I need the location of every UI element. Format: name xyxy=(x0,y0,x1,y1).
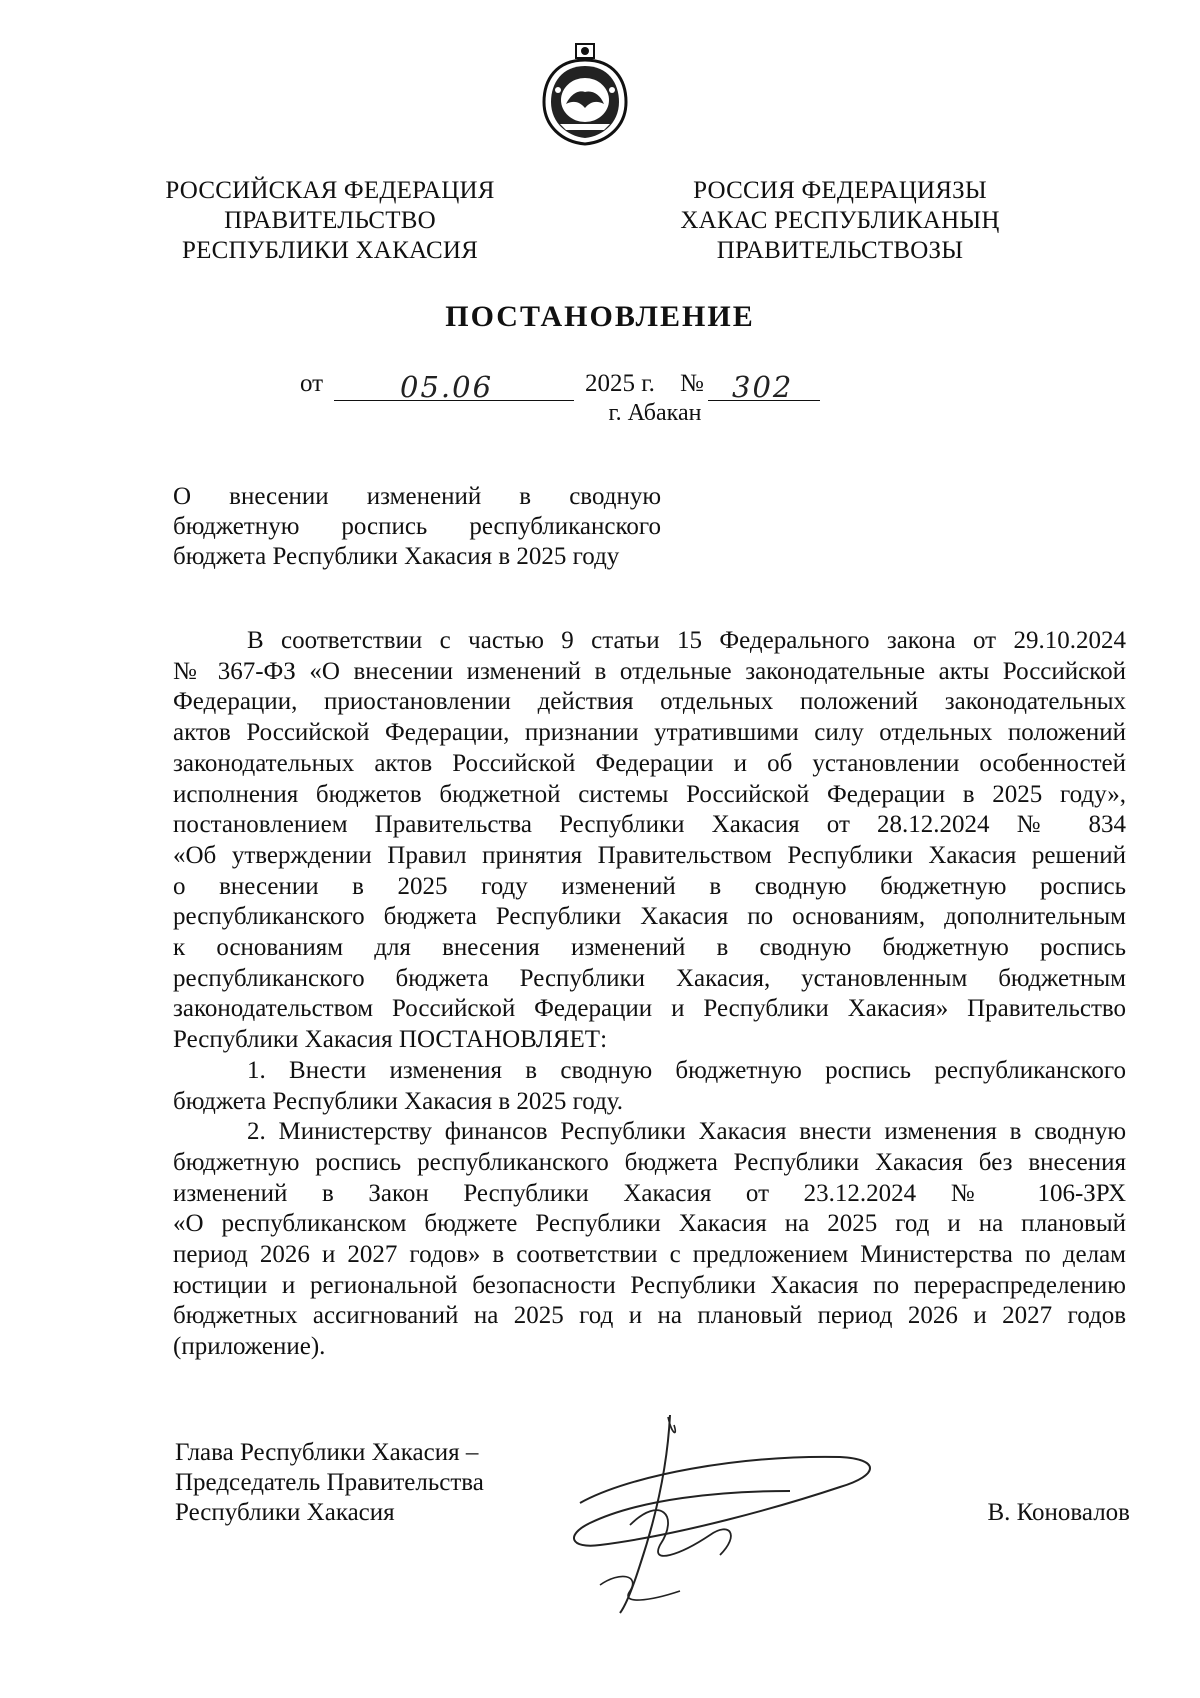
from-label: от xyxy=(300,370,324,397)
document-subject xyxy=(173,482,661,572)
text-line: постановлением Правительства Республики Хакасия от 28.12.2024 № 834 xyxy=(173,811,1126,839)
text-line: юстиции и региональной безопасности Республики Хакасия по перераспределению xyxy=(173,1271,1126,1299)
header-left xyxy=(120,176,540,266)
header-right-line-2: ХАКАС РЕСПУБЛИКАНЫҢ xyxy=(680,207,1000,234)
text-line: Республики Хакасия ПОСТАНОВЛЯЕТ: xyxy=(173,1026,608,1054)
header-right-line-3: ПРАВИТЕЛЬСТВОЗЫ xyxy=(716,237,964,264)
text-line: 1. Внести изменения в сводную бюджетную роспись республиканского xyxy=(247,1056,1126,1084)
preamble-paragraph xyxy=(173,626,1126,1056)
signer-name: В. Коновалов xyxy=(987,1499,1130,1526)
number-label: № xyxy=(680,370,704,397)
position-line: Глава Республики Хакасия – xyxy=(175,1439,479,1466)
position-line: Республики Хакасия xyxy=(175,1499,395,1526)
document-title: ПОСТАНОВЛЕНИЕ xyxy=(445,300,755,333)
header-left-line-2: ПРАВИТЕЛЬСТВО xyxy=(224,207,436,234)
text-line: бюджетную роспись республиканского бюджета Республики Хакасия без внесения xyxy=(173,1148,1126,1176)
text-line: бюджета Республики Хакасия в 2025 году. xyxy=(173,1087,624,1115)
signatory-position xyxy=(175,1438,535,1528)
header-left-line-3: РЕСПУБЛИКИ ХАКАСИЯ xyxy=(182,237,478,264)
document-body xyxy=(173,626,1126,1363)
city-label: г. Абакан xyxy=(608,400,702,426)
coat-of-arms-emblem xyxy=(536,42,634,147)
text-line: период 2026 и 2027 годов» в соответствии с предложением Министерства по делам xyxy=(173,1241,1126,1269)
text-line: республиканского бюджета Республики Хакасия по основаниям, дополнительным xyxy=(173,903,1126,931)
text-line: изменений в Закон Республики Хакасия от 23.12.2024 № 106-ЗРХ xyxy=(173,1179,1126,1207)
date-line xyxy=(300,370,900,404)
subject-line: О внесении изменений в сводную xyxy=(173,483,661,510)
text-line: (приложение). xyxy=(173,1333,326,1361)
text-line: о внесении в 2025 году изменений в сводную бюджетную роспись xyxy=(173,872,1126,900)
year-label: 2025 г. xyxy=(585,370,655,397)
text-line: законодательных актов Российской Федерации и об установлении особенностей xyxy=(173,749,1126,777)
text-line: к основаниям для внесения изменений в сводную бюджетную роспись xyxy=(173,934,1126,962)
header-right-line-1: РОССИЯ ФЕДЕРАЦИЯЗЫ xyxy=(693,177,987,204)
text-line: бюджетных ассигнований на 2025 год и на плановый период 2026 и 2027 годов xyxy=(173,1302,1126,1330)
text-line: «О республиканском бюджете Республики Хакасия на 2025 год и на плановый xyxy=(173,1210,1126,1238)
subject-line: бюджетную роспись республиканского xyxy=(173,513,661,540)
header-right xyxy=(630,176,1050,266)
text-line: актов Российской Федерации, признании утратившими силу отдельных положений xyxy=(173,719,1126,747)
text-line: № 367-ФЗ «О внесении изменений в отдельные законодательные акты Российской xyxy=(173,657,1126,685)
position-line: Председатель Правительства xyxy=(175,1469,484,1496)
item-2-paragraph xyxy=(173,1117,1126,1363)
text-line: В соответствии с частью 9 статьи 15 Федерального закона от 29.10.2024 xyxy=(247,627,1126,654)
handwritten-number: 302 xyxy=(732,370,794,404)
text-line: республиканского бюджета Республики Хакасия, установленным бюджетным xyxy=(173,964,1126,992)
text-line: 2. Министерству финансов Республики Хакасия внести изменения в сводную xyxy=(247,1118,1126,1146)
item-1-paragraph xyxy=(173,1056,1126,1117)
text-line: Федерации, приостановлении действия отдельных положений законодательных xyxy=(173,688,1126,716)
header-left-line-1: РОССИЙСКАЯ ФЕДЕРАЦИЯ xyxy=(165,177,495,204)
text-line: «Об утверждении Правил принятия Правительством Республики Хакасия решений xyxy=(173,841,1126,869)
handwritten-signature xyxy=(560,1395,920,1625)
handwritten-date: 05.06 xyxy=(400,370,494,404)
subject-line: бюджета Республики Хакасия в 2025 году xyxy=(173,543,620,570)
text-line: законодательством Российской Федерации и Республики Хакасия» Правительство xyxy=(173,995,1126,1023)
text-line: исполнения бюджетов бюджетной системы Российской Федерации в 2025 году», xyxy=(173,780,1126,808)
